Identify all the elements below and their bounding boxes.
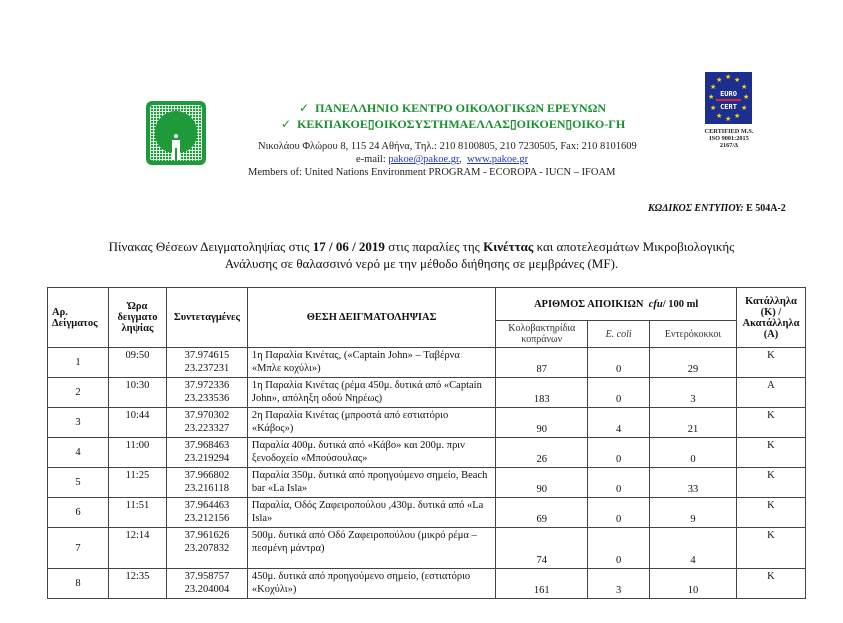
header-suitability xyxy=(736,288,805,348)
cell-sample-no: 7 xyxy=(48,528,109,569)
email-label: e-mail: xyxy=(356,154,386,165)
table-row xyxy=(48,468,806,498)
cert-label-cert: CERT xyxy=(720,103,737,111)
star-icon: ★ xyxy=(734,112,741,120)
header-location: ΘΕΣΗ ΔΕΙΓΜΑΤΟΛΗΨΙΑΣ xyxy=(247,288,495,348)
cell-latitude: 37.964463 xyxy=(184,500,230,511)
cell-coliforms: 87 xyxy=(496,348,588,378)
star-icon: ★ xyxy=(710,104,717,112)
org-name-line-2 xyxy=(281,117,625,132)
cell-coliforms: 69 xyxy=(496,498,588,528)
table-row xyxy=(48,498,806,528)
header-colonies-text: ΑΡΙΘΜΟΣ ΑΠΟΙΚΙΩΝ xyxy=(533,298,644,310)
cell-ecoli: 0 xyxy=(588,438,650,468)
cell-latitude: 37.972336 xyxy=(184,380,230,391)
title-text: Πίνακας Θέσεων Δειγματοληψίας στις xyxy=(108,239,313,254)
cell-longitude: 23.207832 xyxy=(184,543,230,554)
header-time-line: Ώρα xyxy=(127,301,148,312)
cell-coordinates xyxy=(166,348,247,378)
email-link[interactable]: pakoe@pakoe.gr xyxy=(388,154,460,165)
cert-caption-line: ISO 9001:2015 xyxy=(709,135,749,142)
cell-location: 500μ. δυτικά από Οδό Ζαφειροπούλου (μικρό ρέμα – πεσμένη μάντρα) xyxy=(247,528,495,569)
star-icon: ★ xyxy=(734,76,741,84)
cell-sample-no: 6 xyxy=(48,498,109,528)
header-time xyxy=(108,288,166,348)
separator: , xyxy=(459,154,462,165)
cell-longitude: 23.237231 xyxy=(184,363,230,374)
cell-sample-no: 4 xyxy=(48,438,109,468)
table-row xyxy=(48,528,806,569)
cert-label-euro: EURO xyxy=(720,90,737,98)
header-sample-no: Αρ. Δείγματος xyxy=(48,288,109,348)
header-coliforms: Κολοβακτηρίδια κοπράνων xyxy=(496,321,588,348)
header-ecoli: E. coli xyxy=(588,321,650,348)
cell-latitude: 37.970302 xyxy=(184,410,230,421)
address-line: Νικολάου Φλώρου 8, 115 24 Αθήνα, Τηλ.: 210 8100805, 210 7230505, Fax: 210 8101609 xyxy=(258,141,637,152)
header-time-line: δειγματο xyxy=(117,312,158,323)
org-name-text: ΠΑΝΕΛΛΗΝΙΟ ΚΕΝΤΡΟ ΟΙΚΟΛΟΓΙΚΩΝ ΕΡΕΥΝΩΝ xyxy=(315,101,606,115)
cell-ecoli: 0 xyxy=(588,378,650,408)
cell-enterococci: 9 xyxy=(650,498,737,528)
cell-location: 450μ. δυτικά από προηγούμενο σημείο, (εστιατόριο «Κοχύλι») xyxy=(247,569,495,599)
cell-longitude: 23.219294 xyxy=(184,453,230,464)
cert-caption-line: CERTIFIED M.S. xyxy=(704,128,754,135)
cell-suitability: Α xyxy=(736,378,805,408)
samples-table xyxy=(47,287,806,599)
star-icon: ★ xyxy=(741,104,748,112)
cell-longitude: 23.233536 xyxy=(184,393,230,404)
cell-time: 10:30 xyxy=(108,378,166,408)
star-icon: ★ xyxy=(741,83,748,91)
cell-latitude: 37.974615 xyxy=(184,350,230,361)
document-title xyxy=(60,238,783,272)
table-row xyxy=(48,408,806,438)
cell-enterococci: 0 xyxy=(650,438,737,468)
cell-time: 10:44 xyxy=(108,408,166,438)
cell-coliforms: 74 xyxy=(496,528,588,569)
cell-location: Παραλία 350μ. δυτικά από προηγούμενο σημείο, Beach bar «La Isla» xyxy=(247,468,495,498)
cell-location: 2η Παραλία Κινέτας (μπροστά από εστιατόριο «Κάβος») xyxy=(247,408,495,438)
cell-suitability: Κ xyxy=(736,528,805,569)
cell-enterococci: 10 xyxy=(650,569,737,599)
cell-coliforms: 26 xyxy=(496,438,588,468)
cell-sample-no: 2 xyxy=(48,378,109,408)
table-row xyxy=(48,438,806,468)
cell-ecoli: 4 xyxy=(588,408,650,438)
cell-coordinates xyxy=(166,468,247,498)
cell-time: 11:25 xyxy=(108,468,166,498)
cell-longitude: 23.223327 xyxy=(184,423,230,434)
cell-time: 11:00 xyxy=(108,438,166,468)
star-icon: ★ xyxy=(716,112,723,120)
cell-suitability: Κ xyxy=(736,569,805,599)
star-icon: ★ xyxy=(708,93,715,101)
contact-line xyxy=(356,154,528,165)
cell-coliforms: 161 xyxy=(496,569,588,599)
cell-coliforms: 90 xyxy=(496,468,588,498)
title-date: 17 / 06 / 2019 xyxy=(312,239,385,254)
star-icon: ★ xyxy=(743,93,750,101)
cell-time: 12:35 xyxy=(108,569,166,599)
cell-coordinates xyxy=(166,438,247,468)
star-icon: ★ xyxy=(725,115,732,123)
star-icon: ★ xyxy=(725,73,732,81)
cell-suitability: Κ xyxy=(736,438,805,468)
star-icon: ★ xyxy=(710,83,717,91)
cell-sample-no: 1 xyxy=(48,348,109,378)
cell-suitability: Κ xyxy=(736,348,805,378)
cell-longitude: 23.216118 xyxy=(184,483,230,494)
header-suitability-line: Ακατάλληλα xyxy=(742,317,800,329)
header-time-line: ληψίας xyxy=(121,323,154,334)
checkmark-icon: ✓ xyxy=(299,101,310,115)
cell-coordinates xyxy=(166,569,247,599)
cell-suitability: Κ xyxy=(736,468,805,498)
eurocert-badge xyxy=(705,72,752,124)
cell-suitability: Κ xyxy=(736,408,805,438)
header-colonies xyxy=(496,288,737,321)
person-icon-head xyxy=(174,134,178,138)
cell-ecoli: 3 xyxy=(588,569,650,599)
checkmark-icon: ✓ xyxy=(281,117,292,131)
cell-latitude: 37.968463 xyxy=(184,440,230,451)
header-suitability-line: (Κ) / xyxy=(760,306,782,318)
table-row xyxy=(48,569,806,599)
header-suitability-line: Κατάλληλα xyxy=(745,295,797,307)
form-code-label: ΚΩΔΙΚΟΣ ΕΝΤΥΠΟΥ: xyxy=(648,203,744,214)
cell-ecoli: 0 xyxy=(588,348,650,378)
organization-logo xyxy=(146,101,206,165)
header-suitability-line: (Α) xyxy=(763,328,779,340)
cert-red-bar xyxy=(716,99,741,101)
person-icon-legs xyxy=(175,148,177,160)
cert-caption-line: 2167/Δ xyxy=(719,142,739,149)
header-colonies-unit-rest: / 100 ml xyxy=(662,298,699,310)
cell-latitude: 37.966802 xyxy=(184,470,230,481)
table-row xyxy=(48,378,806,408)
cell-location: Παραλία 400μ. δυτικά από «Κάβο» και 200μ. πριν ξενοδοχείο «Μπούσουλας» xyxy=(247,438,495,468)
cell-time: 09:50 xyxy=(108,348,166,378)
header-enterococci: Εντερόκοκκοι xyxy=(650,321,737,348)
cell-sample-no: 8 xyxy=(48,569,109,599)
cert-caption xyxy=(696,128,762,149)
cell-ecoli: 0 xyxy=(588,468,650,498)
members-line: Members of: United Nations Environment PROGRAM - ECOROPA - IUCN – IFOAM xyxy=(248,167,616,178)
header-coordinates: Συντεταγμένες xyxy=(166,288,247,348)
cell-coordinates xyxy=(166,408,247,438)
cell-enterococci: 21 xyxy=(650,408,737,438)
cell-location: 1η Παραλία Κινέτας, («Captain John» – Ταβέρνα «Μπλε κοχύλι») xyxy=(247,348,495,378)
title-line-2: Ανάλυσης σε θαλασσινό νερό με την μέθοδο διήθησης σε μεμβράνες (MF). xyxy=(224,256,619,271)
cell-coliforms: 183 xyxy=(496,378,588,408)
cell-location: Παραλία, Οδός Ζαφειροπούλου ,430μ. δυτικά από «La Isla» xyxy=(247,498,495,528)
cell-ecoli: 0 xyxy=(588,498,650,528)
star-icon: ★ xyxy=(716,76,723,84)
form-code-value: Ε 504Α-2 xyxy=(746,203,786,214)
title-text: στις παραλίες της xyxy=(384,239,484,254)
cell-coliforms: 90 xyxy=(496,408,588,438)
cell-enterococci: 29 xyxy=(650,348,737,378)
table-row xyxy=(48,348,806,378)
title-text: και αποτελεσμάτων Μικροβιολογικής xyxy=(533,239,735,254)
cell-coordinates xyxy=(166,378,247,408)
cell-time: 11:51 xyxy=(108,498,166,528)
org-name-line-1 xyxy=(299,101,606,116)
cell-coordinates xyxy=(166,528,247,569)
title-place: Κινέττας xyxy=(483,239,534,254)
cell-enterococci: 4 xyxy=(650,528,737,569)
cell-longitude: 23.204004 xyxy=(184,584,230,595)
cell-sample-no: 5 xyxy=(48,468,109,498)
website-link[interactable]: www.pakoe.gr xyxy=(467,154,529,165)
header-colonies-unit: cfu xyxy=(648,298,663,310)
cell-coordinates xyxy=(166,498,247,528)
cell-location: 1η Παραλία Κινέτας (ρέμα 450μ. δυτικά από «Captain John», απόληξη οδού Νηρέως) xyxy=(247,378,495,408)
cell-enterococci: 33 xyxy=(650,468,737,498)
form-code xyxy=(648,203,786,214)
cell-ecoli: 0 xyxy=(588,528,650,569)
cell-longitude: 23.212156 xyxy=(184,513,230,524)
cell-time: 12:14 xyxy=(108,528,166,569)
cell-sample-no: 3 xyxy=(48,408,109,438)
cell-latitude: 37.958757 xyxy=(184,571,230,582)
cell-suitability: Κ xyxy=(736,498,805,528)
cell-enterococci: 3 xyxy=(650,378,737,408)
org-subname-text: ΚΕΚΠΑΚΟΕ▯ΟΙΚΟΣΥΣΤΗΜΑΕΛΛΑΣ▯ΟΙΚΟΕΝ▯ΟΙΚΟ-ΓΗ xyxy=(297,117,626,131)
cell-latitude: 37.961626 xyxy=(184,530,230,541)
